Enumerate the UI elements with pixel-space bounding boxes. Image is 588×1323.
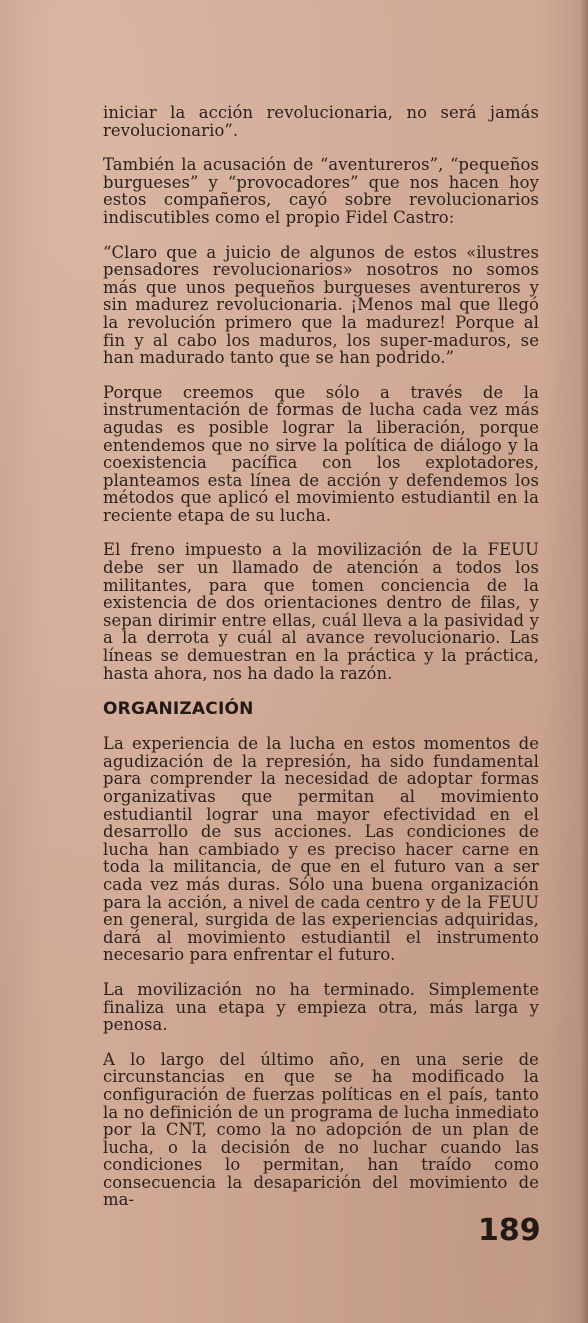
paragraph-mobilization: La movilización no ha terminado. Simplemente finaliza una etapa y empieza otra, más larga y penosa. xyxy=(103,979,539,1035)
paragraph-organization-experience: La experiencia de la lucha en estos momentos de agudización de la represión, ha sido fundamental para comprender la necesidad de adoptar formas organizativas que permitan al movimiento estudiantil lograr una mayor efectividad en el desarrollo de sus acciones. Las condiciones de lucha han cambiado y es preciso hacer carne en toda la militancia, de que en el futuro van a ser cada vez más duras. Sólo una buena organización para la acción, a nivel de cada centro y de la FEUU en general, surgida de las experiencias adquiridas, dará al movimiento estudiantil el instrumento necesario para enfrentar el futuro. xyxy=(103,734,539,965)
text-column xyxy=(103,104,539,1226)
paragraph-last-year: A lo largo del último año, en una serie de circunstancias en que se ha modificado la configuración de fuerzas políticas en el país, tanto la no definición de un programa de lucha inmediato por la CNT, como la no adopción de un plan de lucha, o la decisión de no luchar cuando las condiciones lo permitan, han traído como consecuencia la desaparición del movimiento de ma- xyxy=(103,1049,539,1210)
page-edge-shadow xyxy=(580,0,588,1323)
paragraph-struggle-forms: Porque creemos que sólo a través de la instrumentación de formas de lucha cada vez más agudas es posible lograr la liberación, porque entendemos que no sirve la política de diálogo y la coexistencia pacífica con los explotadores, planteamos esta línea de acción y defendemos los métodos que aplicó el movimiento estudiantil en la reciente etapa de su lucha. xyxy=(103,382,539,525)
section-heading-organizacion: ORGANIZACIÓN xyxy=(103,699,254,720)
paragraph-accusation: También la acusación de “aventureros”, “pequeños burgueses” y “provocadores” que nos hacen hoy estos compañeros, cayó sobre revolucionarios indiscutibles como el propio Fidel Castro: xyxy=(103,155,539,227)
paragraph-continuation: iniciar la acción revolucionaria, no será jamás revolucionario”. xyxy=(103,103,539,140)
paragraph-castro-quote: “Claro que a juicio de algunos de estos «ilustres pensadores revolucionarios» nosotros no somos más que unos pequeños burgueses aventureros y sin madurez revolucionaria. ¡Menos mal que llegó la revolución primero que la madurez! Porque al fin y al cabo los maduros, los super-maduros, se han madurado tanto que se han podrido.” xyxy=(103,242,539,368)
paragraph-feuu-brake: El freno impuesto a la movilización de la FEUU debe ser un llamado de atención a todos los militantes, para que tomen conciencia de la existencia de dos orientaciones dentro de filas, y sepan dirimir entre ellas, cuál lleva a la pasividad y a la derrota y cuál al avance revolucionario. Las líneas se demuestran en la práctica y la práctica, hasta ahora, nos ha dado la razón. xyxy=(103,540,539,683)
page-number: 189 xyxy=(478,1213,541,1248)
